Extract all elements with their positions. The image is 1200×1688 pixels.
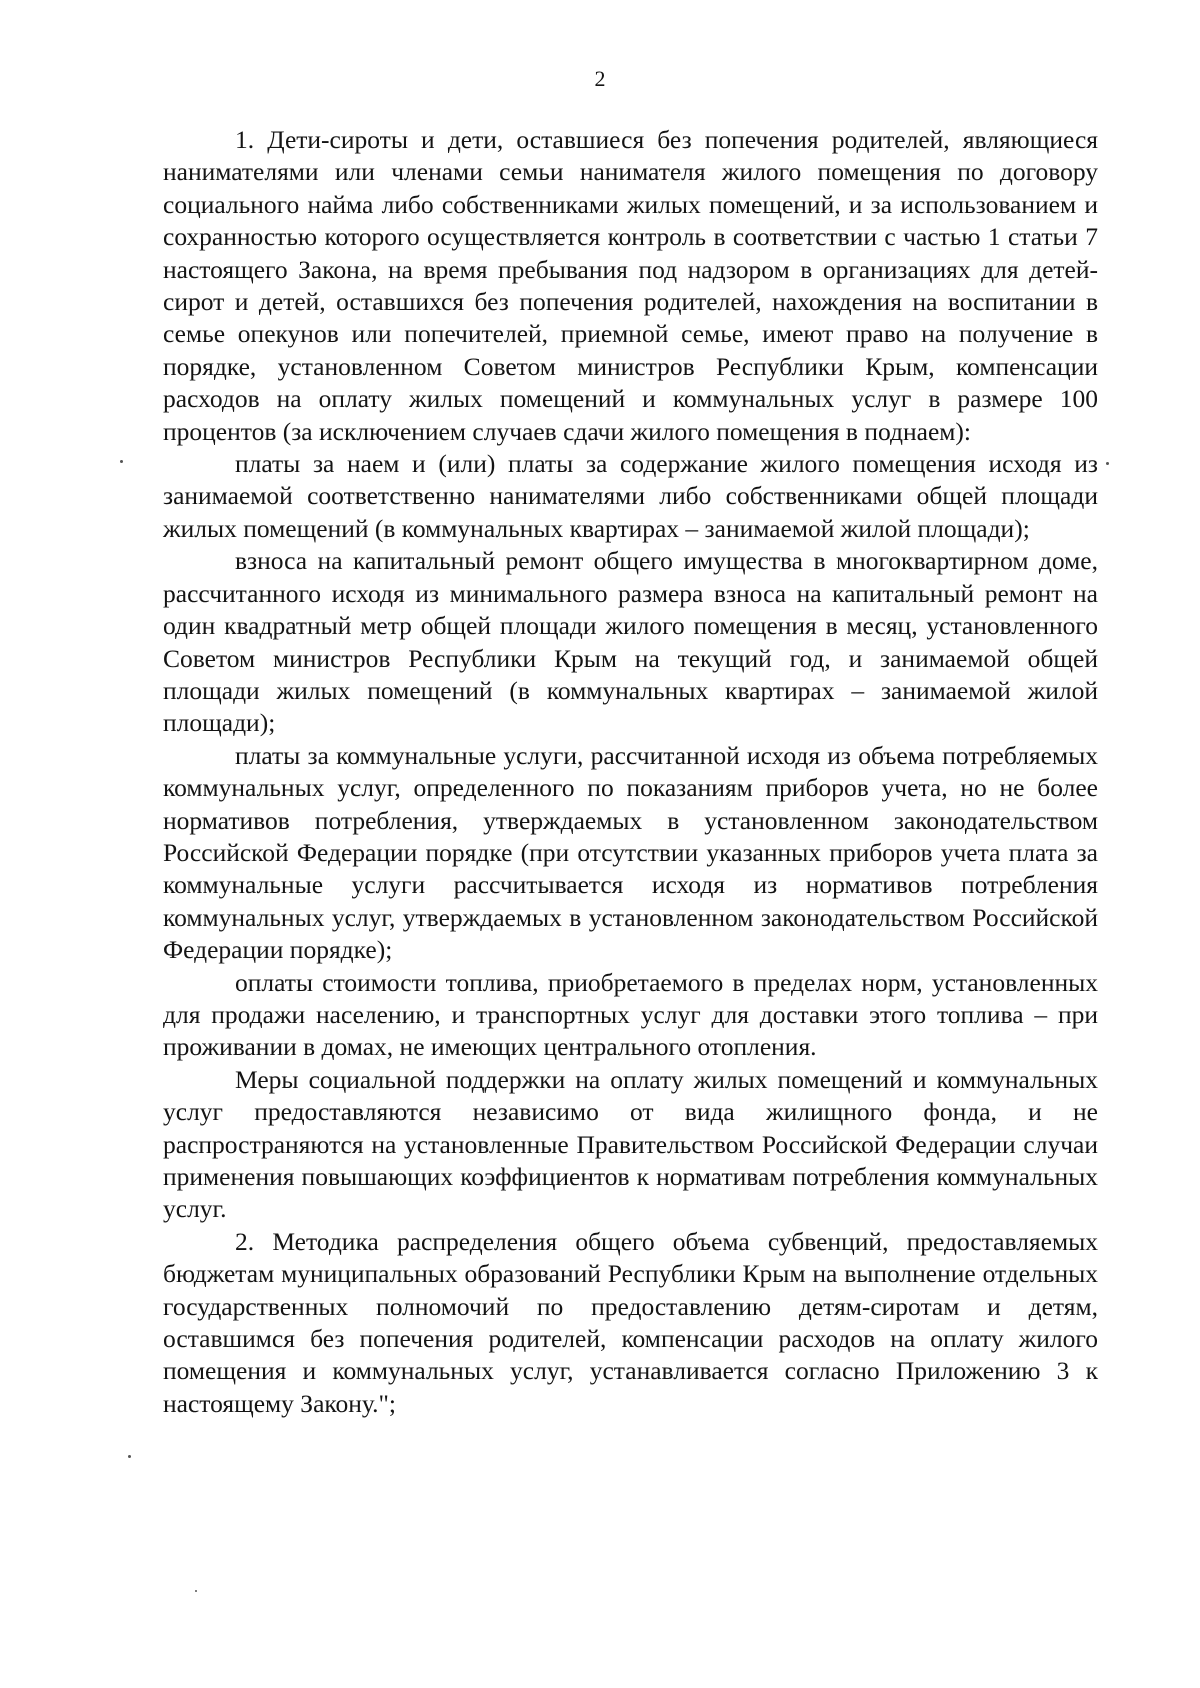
- scan-speck: [120, 460, 123, 463]
- paragraph-rent-payment: платы за наем и (или) платы за содержание жилого помещения исходя из занимаемой соответственно нанимателями либо собственниками общей площади жилых помещений (в коммунальных квартирах – занимаемой жилой площади);: [163, 449, 1098, 543]
- paragraph-item-1: 1. Дети-сироты и дети, оставшиеся без попечения родителей, являющиеся нанимателями или членами семьи нанимателя жилого помещения по договору социального найма либо собственниками жилых помещений, и за использованием и сохранностью которого осуществляется контроль в соответствии с частью 1 статьи 7 настоящего Закона, на время пребывания под надзором в организациях для детей-сирот и детей, оставшихся без попечения родителей, нахождения на воспитании в семье опекунов или попечителей, приемной семье, имеют право на получение в порядке, установленном Советом министров Республики Крым, компенсации расходов на оплату жилых помещений и коммунальных услуг в размере 100 процентов (за исключением случаев сдачи жилого помещения в поднаем):: [163, 125, 1098, 446]
- paragraph-support-measures: Меры социальной поддержки на оплату жилых помещений и коммунальных услуг предоставляются независимо от вида жилищного фонда, и не распространяются на установленные Правительством Российской Федерации случаи применения повышающих коэффициентов к нормативам потребления коммунальных услуг.: [163, 1064, 1098, 1224]
- paragraph-utility-payment: платы за коммунальные услуги, рассчитанной исходя из объема потребляемых коммунальных услуг, определенного по показаниям приборов учета, но не более нормативов потребления, утверждаемых в установленном законодательством Российской Федерации порядке (при отсутствии указанных приборов учета плата за коммунальные услуги рассчитывается исходя из нормативов потребления коммунальных услуг, утверждаемых в установленном законодательством Российской Федерации порядке);: [163, 740, 1098, 965]
- paragraph-item-2: 2. Методика распределения общего объема субвенций, предоставляемых бюджетам муниципальных образований Республики Крым на выполнение отдельных государственных полномочий по предоставлению детям-сиротам и детям, оставшимся без попечения родителей, компенсации расходов на оплату жилого помещения и коммунальных услуг, устанавливается согласно Приложению 3 к настоящему Закону.";: [163, 1226, 1098, 1418]
- page-number: 2: [594, 66, 606, 91]
- scan-speck: [128, 1455, 131, 1458]
- paragraph-capital-repair: взноса на капитальный ремонт общего имущества в многоквартирном доме, рассчитанного исходя из минимального размера взноса на капитальный ремонт на один квадратный метр общей площади жилого помещения в месяц, установленного Советом министров Республики Крым на текущий год, и занимаемой общей площади жилых помещений (в коммунальных квартирах – занимаемой жилой площади);: [163, 546, 1098, 738]
- scan-speck: [195, 1590, 197, 1592]
- paragraph-fuel-payment: оплаты стоимости топлива, приобретаемого в пределах норм, установленных для продажи населению, и транспортных услуг для доставки этого топлива – при проживании в домах, не имеющих центрального отопления.: [163, 967, 1098, 1062]
- scan-speck: [1106, 462, 1109, 465]
- document-body: [163, 124, 1098, 1420]
